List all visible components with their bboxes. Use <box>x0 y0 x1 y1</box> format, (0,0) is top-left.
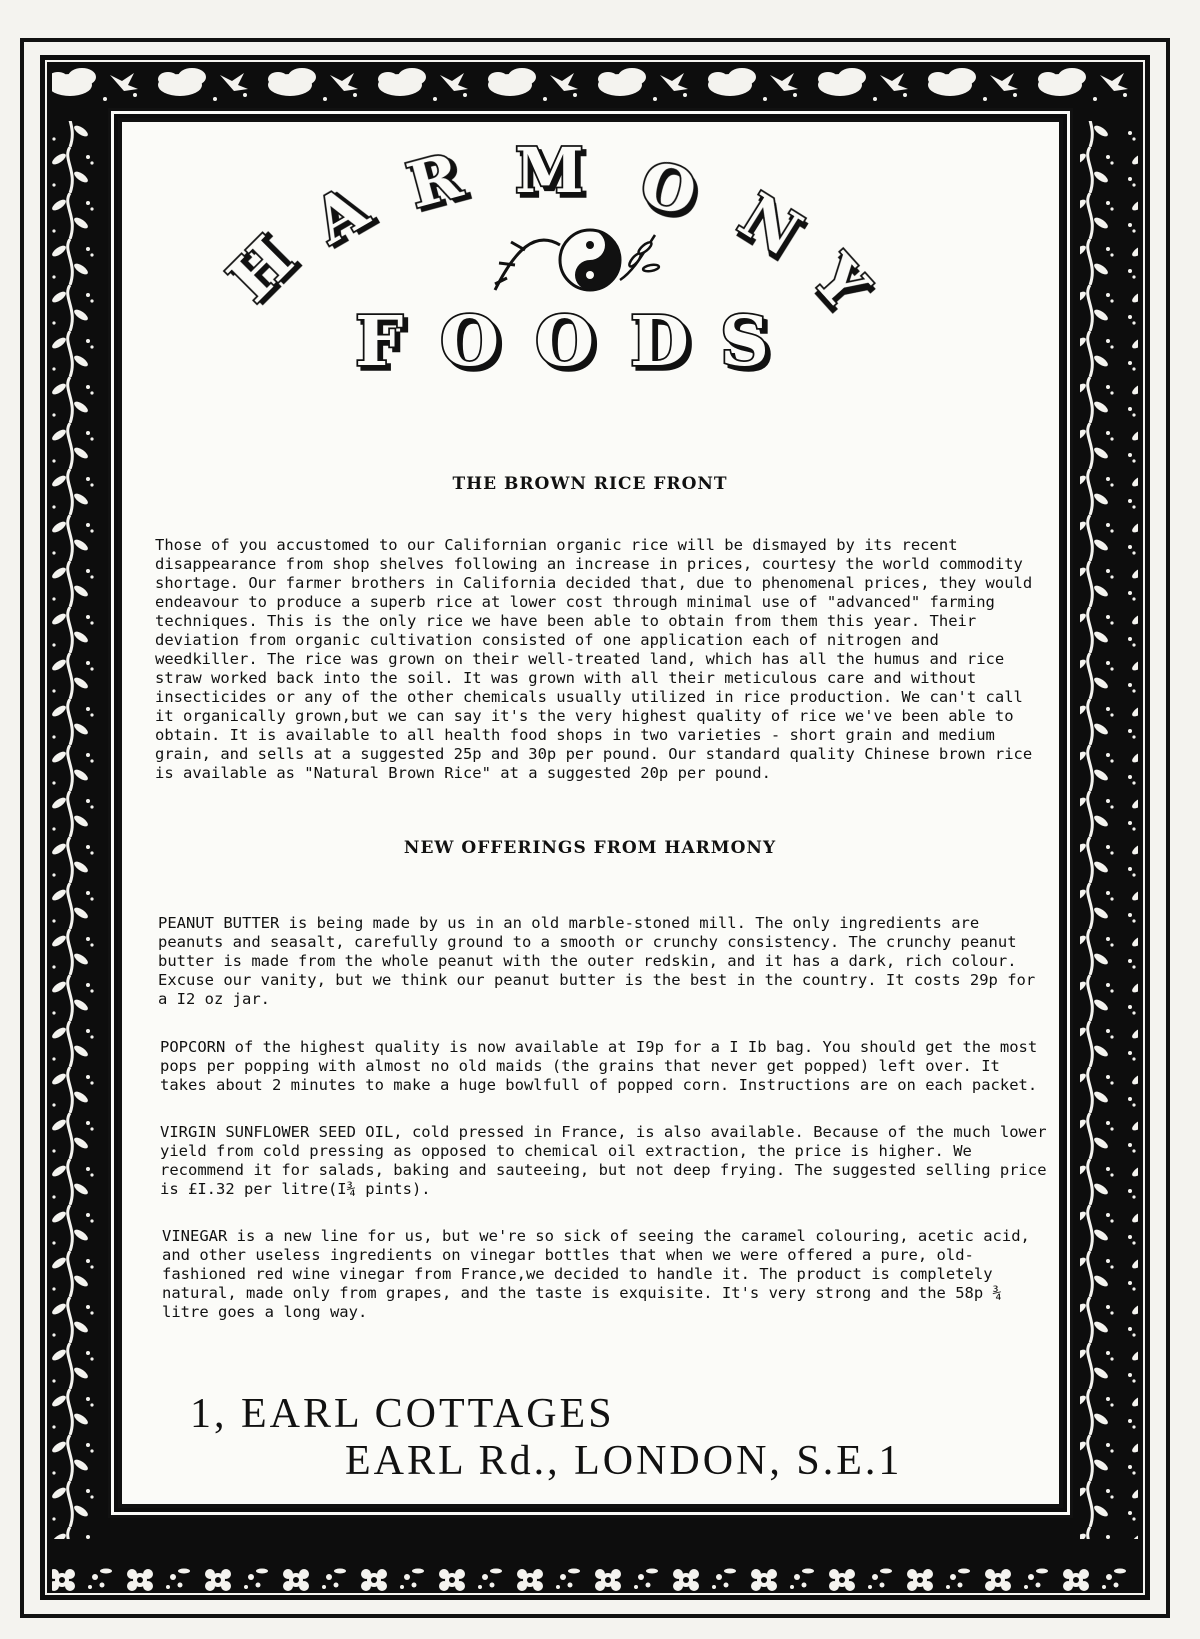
yin-yang-icon <box>560 230 620 290</box>
logo-letter-o2: O <box>440 302 500 382</box>
logo-letter-d: D <box>630 302 689 382</box>
branch-icon <box>495 240 560 290</box>
offering-popcorn: POPCORN of the highest quality is now available at I9p for a I Ib bag. You should get the most pops per popping with almost no old maids (the grains that never get popped) left over. It takes about 2 minutes to make a huge bowlfull of popped corn. Instructions are on each packet. <box>160 1038 1038 1094</box>
logo-letter-a: A <box>301 170 380 258</box>
section-title-brown-rice: THE BROWN RICE FRONT <box>452 474 728 494</box>
offering-vinegar: VINEGAR is a new line for us, but we're so sick of seeing the caramel colouring, acetic acid, and other useless ingredients on vinegar bottles that when we were offered a pure, old-fashioned red wine vinegar from France,we decided to handle it. The product is completely natural, made only from grapes, and the taste is exquisite. It's very strong and the 58p ¾ litre goes a long way. <box>162 1227 1030 1321</box>
logo-letter-h: H <box>213 222 308 316</box>
logo-letter-o: O <box>633 145 705 231</box>
logo-letter-o3: O <box>535 302 595 382</box>
address-line-1: 1, EARL COTTAGES <box>190 1391 615 1437</box>
offering-sunflower-oil: VIRGIN SUNFLOWER SEED OIL, cold pressed in France, is also available. Because of the much lower yield from cold pressing as opposed to chemical oil extraction, the price is higher. We recommend it for salads, baking and sauteeing, but not deep frying. The suggested selling price is £I.32 per litre(I¾ pints). <box>160 1123 1047 1198</box>
leaf-sprig-icon <box>620 235 659 280</box>
logo-letter-n: N <box>727 178 814 271</box>
logo-letter-s: S <box>720 302 770 382</box>
harmony-foods-logo <box>213 134 945 400</box>
address-line-2: EARL Rd., LONDON, S.E.1 <box>345 1438 903 1484</box>
logo-letter-f: F <box>355 302 404 382</box>
section-title-new-offerings: NEW OFFERINGS FROM HARMONY <box>403 838 777 858</box>
logo-letter-r: R <box>399 138 469 223</box>
brown-rice-paragraph: Those of you accustomed to our Californian organic rice will be dismayed by its recent disappearance from shop shelves following an increase in prices, courtesy the world commodity shortage. Our farmer brothers in California decided that, due to phenomenal prices, they would endeavour to produce a superb rice at lower cost through minimal use of "advanced" farming techniques. This is the only rice we have been able to obtain from them this year. Their deviation from organic cultivation consisted of one application each of nitrogen and weedkiller. The rice was grown on their well-treated land, which has all the humus and rice straw worked back into the soil. It was grown with all their meticulous care and without insecticides or any of the other chemicals usually utilized in rice production. We can't call it organically grown,but we can say it's the very highest quality of rice we've been able to obtain. It is available to all health food shops in two varieties - short grain and medium grain, and sells at a suggested 25p and 30p per pound. Our standard quality Chinese brown rice is available as "Natural Brown Rice" at a suggested 20p per pound. <box>155 536 1033 782</box>
logo-letter-m: M <box>515 134 584 207</box>
logo-letter-y: Y <box>798 241 883 323</box>
offering-peanut-butter: PEANUT BUTTER is being made by us in an old marble-stoned mill. The only ingredients are peanuts and seasalt, carefully ground to a smooth or crunchy consistency. The crunchy peanut butter is made from the whole peanut with the outer redskin, and it has a dark, rich colour. Excuse our vanity, but we think our peanut butter is the best in the country. It costs 29p for a I2 oz jar. <box>158 914 1036 1008</box>
